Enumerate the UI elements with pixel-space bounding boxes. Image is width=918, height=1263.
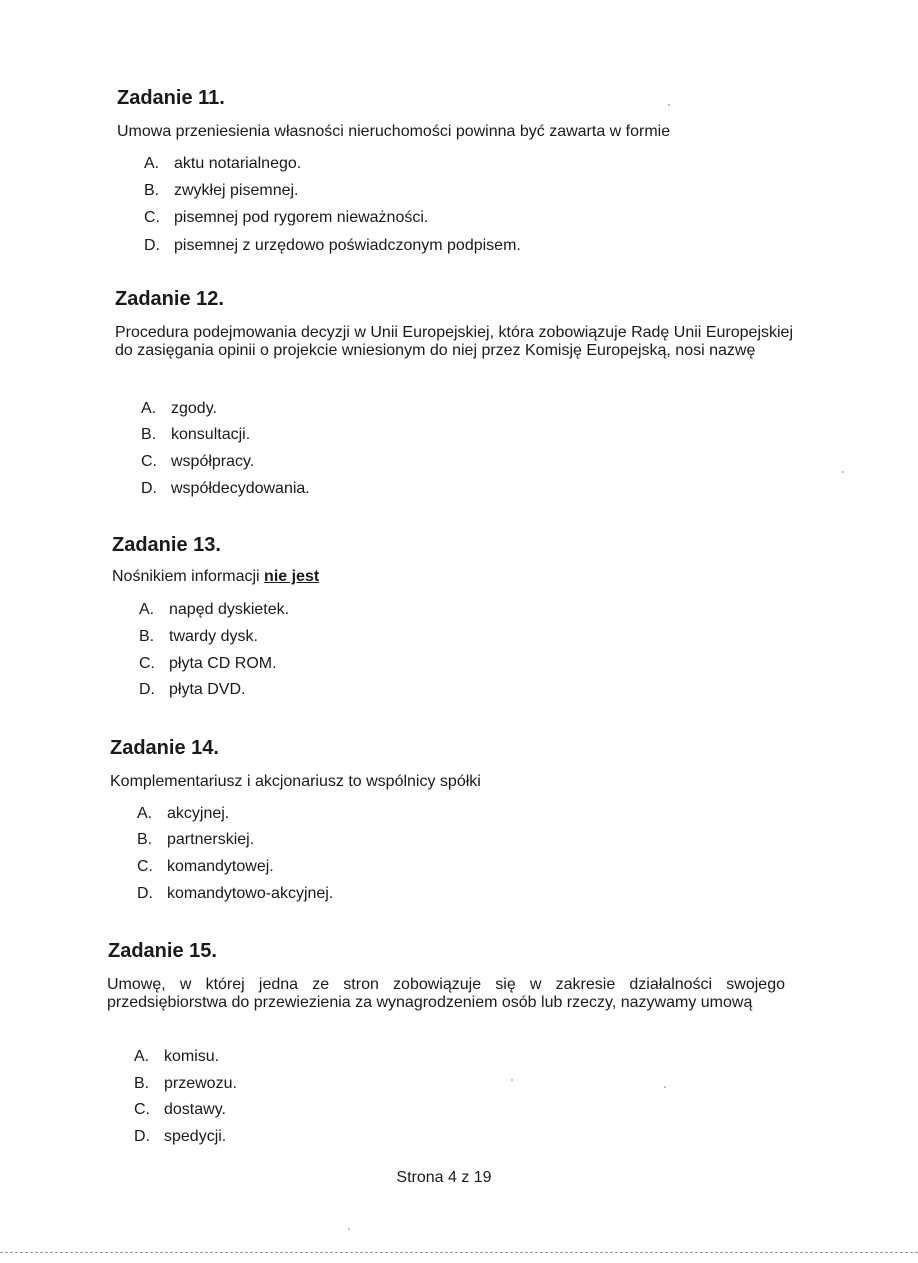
scan-artifact-line [0, 1252, 918, 1253]
task-11-option-b: B. zwykłej pisemnej. [144, 182, 299, 199]
page-number: Strona 4 z 19 [396, 1169, 492, 1186]
task-13-option-c: C. płyta CD ROM. [139, 655, 277, 672]
task-15-option-b: B. przewozu. [134, 1075, 237, 1092]
task-13-option-d: D. płyta DVD. [139, 681, 246, 698]
task-11-option-c: C. pisemnej pod rygorem nieważności. [144, 209, 429, 226]
task-14-option-a: A. akcyjnej. [137, 805, 230, 822]
task-14-option-b: B. partnerskiej. [137, 831, 255, 848]
task-14-option-c: C. komandytowej. [137, 858, 274, 875]
task-14-title: Zadanie 14. [110, 737, 219, 759]
scan-speck [842, 471, 844, 473]
task-13-option-b: B. twardy dysk. [139, 628, 258, 645]
task-13-question-text: Nośnikiem informacji [112, 568, 260, 585]
task-13-question [112, 568, 784, 586]
task-11-option-d: D. pisemnej z urzędowo poświadczonym podpisem. [144, 237, 521, 254]
task-13-option-a: A. napęd dyskietek. [139, 601, 290, 618]
task-14-question: Komplementariusz i akcjonariusz to wspólnicy spółki [110, 773, 481, 790]
task-13-question-emphasis: nie jest [264, 568, 320, 585]
task-12-option-a: A. zgody. [141, 400, 217, 417]
task-14-option-d: D. komandytowo-akcyjnej. [137, 885, 334, 902]
task-15-option-c: C. dostawy. [134, 1101, 226, 1118]
task-12-title: Zadanie 12. [115, 288, 224, 310]
task-15-question: Umowę, w której jedna ze stron zobowiązuje się w zakresie działalności swojego przedsiębiorstwa do przewiezienia za wynagrodzeniem osób lub rzeczy, nazywamy umową [107, 976, 785, 1011]
scan-speck [668, 104, 670, 106]
task-15-option-d: D. spedycji. [134, 1128, 227, 1145]
task-11-option-a: A. aktu notarialnego. [144, 155, 302, 172]
task-12-option-b: B. konsultacji. [141, 426, 251, 443]
scan-speck [348, 1228, 350, 1230]
task-13-title: Zadanie 13. [112, 534, 221, 556]
scan-speck [511, 1079, 513, 1081]
task-11-title: Zadanie 11. [117, 87, 225, 109]
task-15-title: Zadanie 15. [108, 940, 217, 962]
task-12-option-c: C. współpracy. [141, 453, 255, 470]
task-15-option-a: A. komisu. [134, 1048, 220, 1065]
task-12-question: Procedura podejmowania decyzji w Unii Europejskiej, która zobowiązuje Radę Unii Europejskiej do zasięgania opinii o projekcie wniesionym do niej przez Komisję Europejską, nosi nazwę [115, 324, 793, 359]
task-11-question: Umowa przeniesienia własności nieruchomości powinna być zawarta w formie [117, 123, 671, 140]
task-12-option-d: D. współdecydowania. [141, 480, 310, 497]
scan-speck [664, 1086, 666, 1088]
